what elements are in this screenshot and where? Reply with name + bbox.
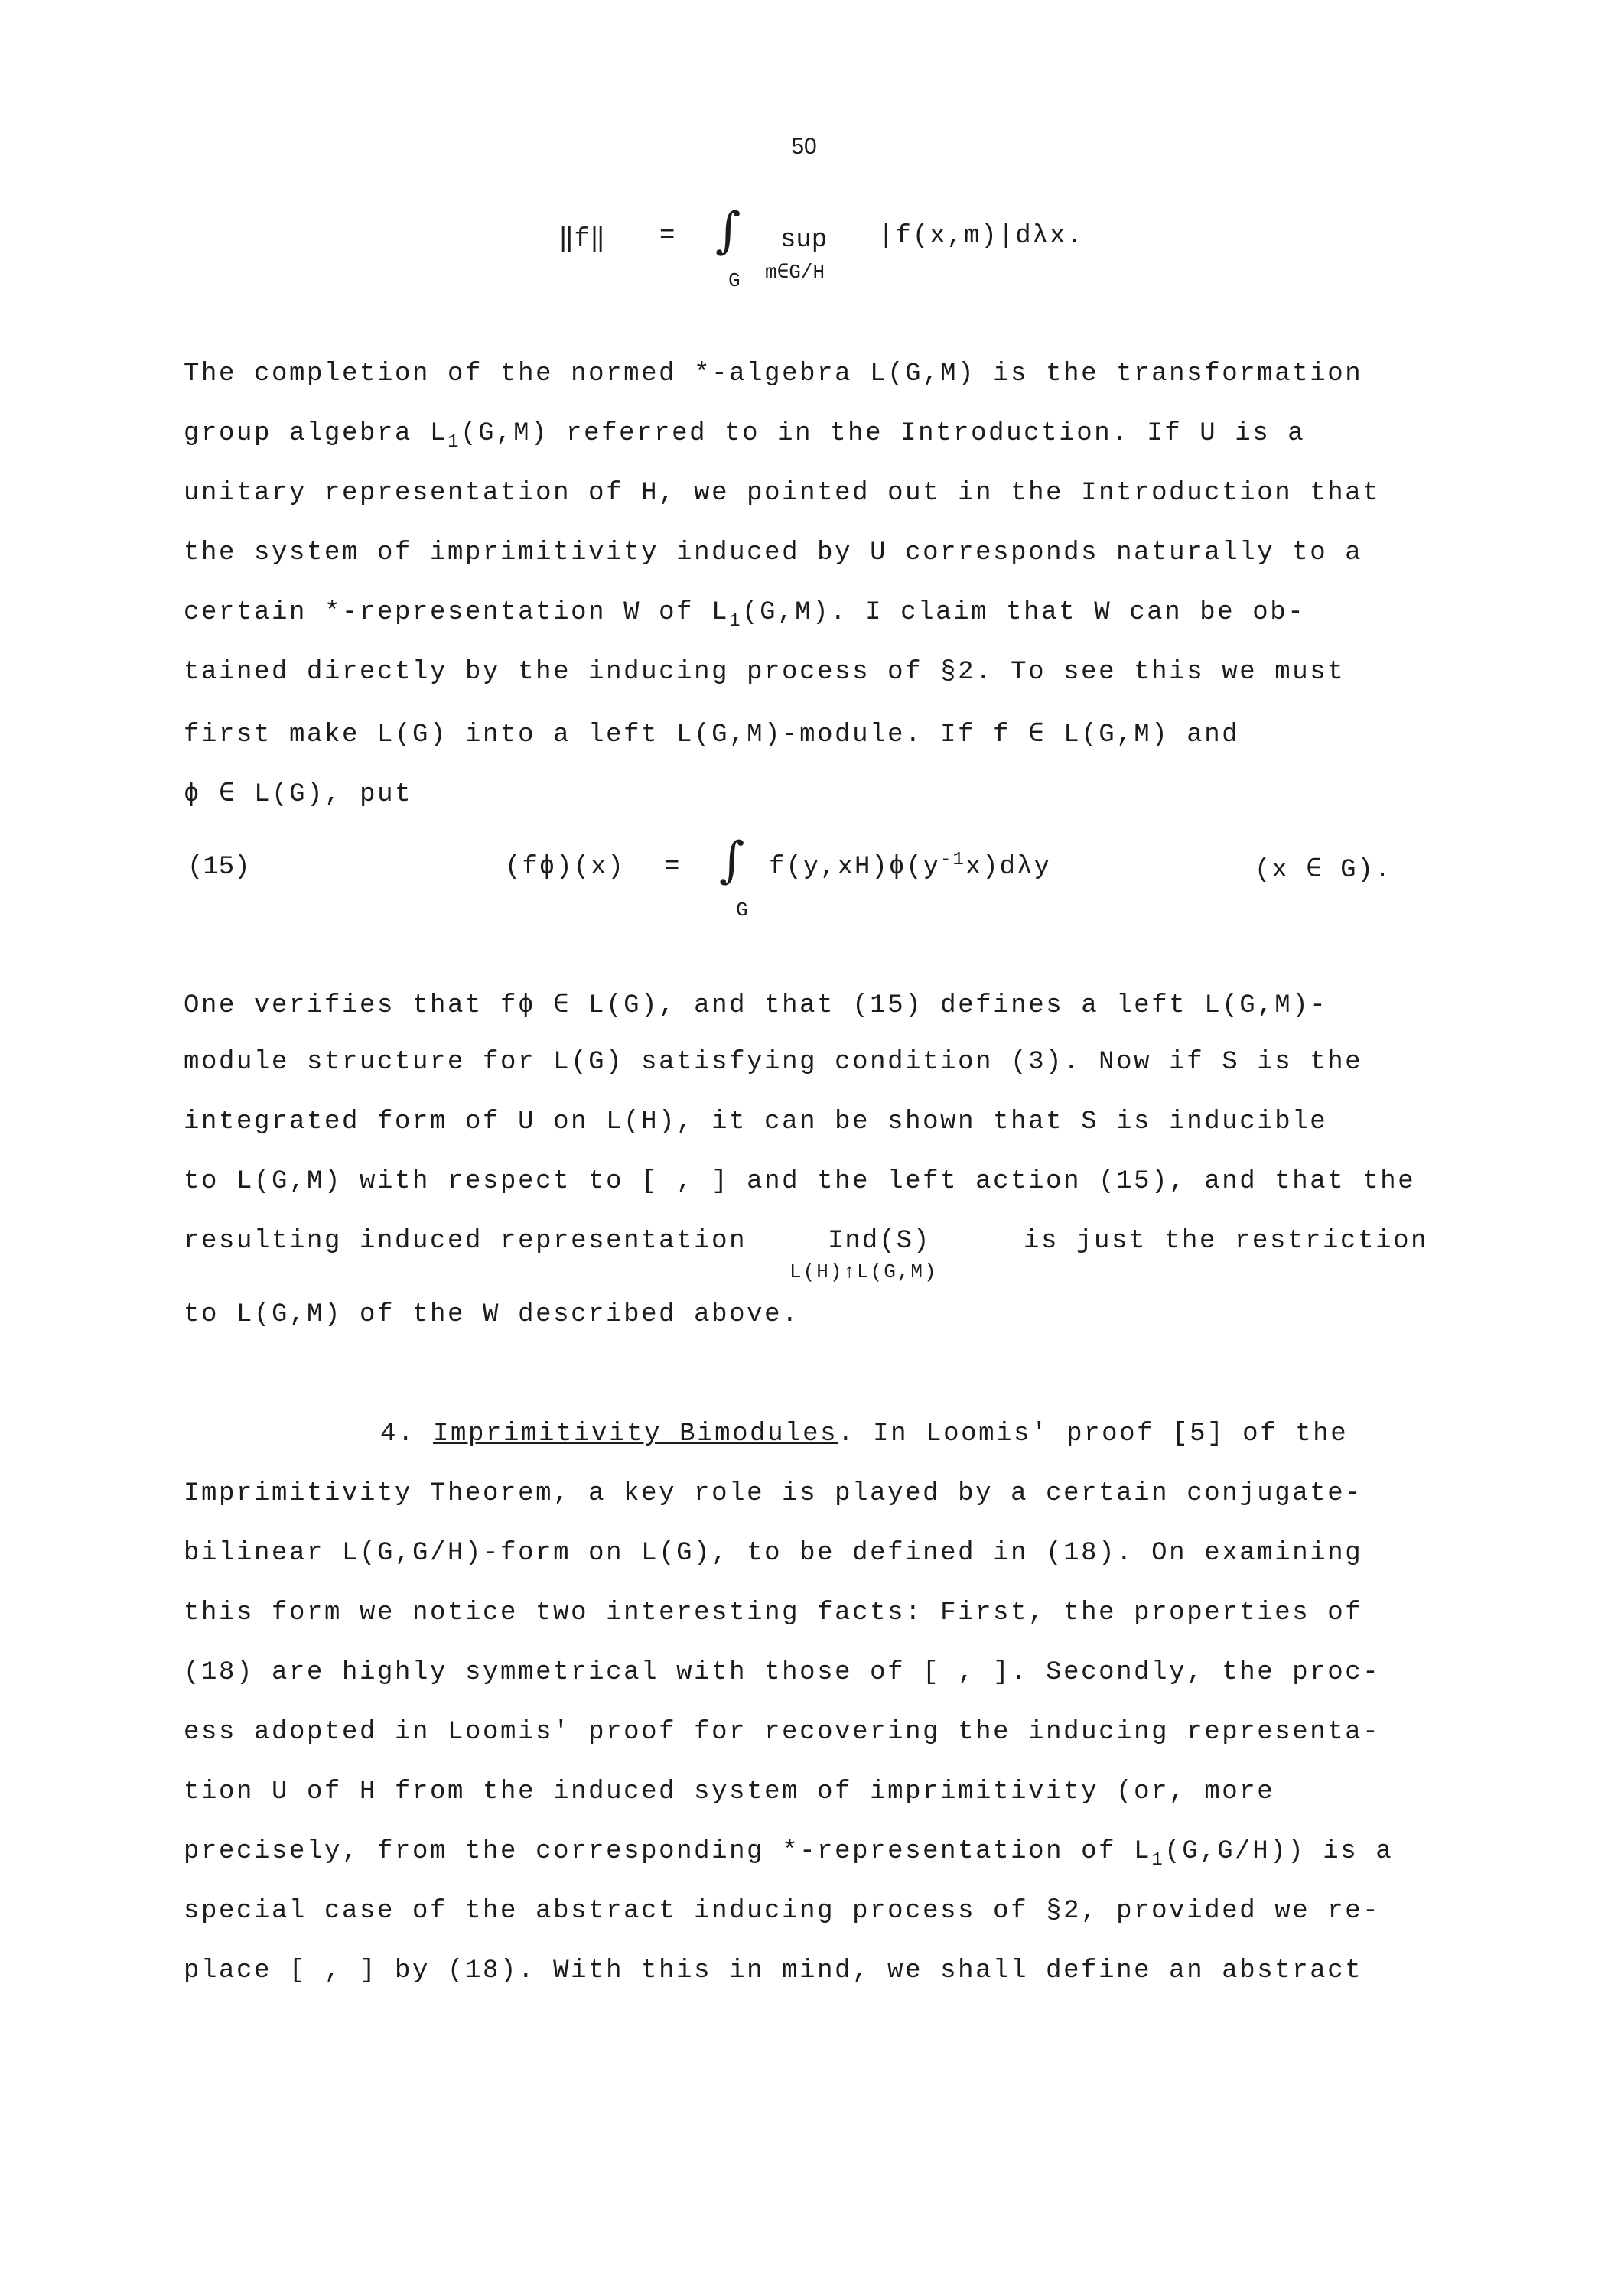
ind-operator-sub: L(H)↑L(G,M) — [789, 1260, 938, 1283]
text-line: to L(G,M) with respect to [ , ] and the left action (15), and that the — [184, 1167, 1416, 1196]
page-number: 50 — [791, 134, 817, 159]
norm-equals: = — [659, 222, 675, 251]
integral-sign: ∫ — [715, 203, 741, 259]
equation-label: (15) — [187, 853, 250, 882]
section-number: 4. — [380, 1420, 416, 1449]
text-line: (18) are highly symmetrical with those of [ , ]. Secondly, the proc- — [184, 1658, 1381, 1687]
text-line: tion U of H from the induced system of imprimitivity (or, more — [184, 1777, 1275, 1807]
text-line: precisely, from the corresponding *-representation of $L_1(G,G/H)$) is a — [184, 1837, 1394, 1871]
section-heading-line: 4. Imprimitivity Bimodules. In Loomis' proof [5] of the — [380, 1420, 1349, 1449]
section-title: Imprimitivity Bimodules — [433, 1420, 838, 1449]
text-line: Imprimitivity Theorem, a key role is played by a certain conjugate- — [184, 1479, 1363, 1508]
norm-sup-under: m∈G/H — [765, 261, 825, 284]
text-line: group algebra $L_1(G,M)$ referred to in the Introduction. If U is a — [184, 419, 1306, 453]
eq15-integrand: $f(y,xH)\phi(y^{-1}x)d\lambda y$ — [769, 850, 1051, 882]
text-line: integrated form of U on L(H), it can be shown that S is inducible — [184, 1107, 1328, 1137]
text-line: unitary representation of H, we pointed out in the Introduction that — [184, 479, 1381, 508]
text-line: module structure for L(G) satisfying condition (3). Now if S is the — [184, 1048, 1363, 1077]
eq15-lhs: (fϕ)(x) — [505, 853, 625, 882]
text-line: One verifies that fϕ ∈ L(G), and that (15) defines a left L(G,M)- — [184, 991, 1328, 1020]
text-line: tained directly by the inducing process of §2. To see this we must — [184, 658, 1346, 687]
norm-integrand: |f(x,m)|dλx. — [878, 222, 1084, 251]
text-line: certain *-representation W of $L_1(G,M)$. I claim that W can be ob- — [184, 598, 1306, 632]
text-line: the system of imprimitivity induced by U corresponds naturally to a — [184, 538, 1363, 567]
ind-operator: Ind(S) — [828, 1227, 931, 1256]
text-line: resulting induced representation — [184, 1227, 747, 1256]
text-line: special case of the abstract inducing process of §2, provided we re- — [184, 1897, 1381, 1926]
norm-sup: sup — [780, 226, 828, 255]
norm-int-sub: G — [728, 269, 741, 292]
eq15-int-sub: G — [736, 899, 748, 922]
text-line: The completion of the normed *-algebra L(G,M) is the transformation — [184, 359, 1363, 389]
text-line: ess adopted in Loomis' proof for recovering the inducing representa- — [184, 1718, 1381, 1747]
text-line: bilinear L(G,G/H)-form on L(G), to be defined in (18). On examining — [184, 1539, 1363, 1568]
text-line: to L(G,M) of the W described above. — [184, 1300, 800, 1329]
text-line-end: is just the restriction — [1024, 1227, 1429, 1256]
eq15-equals: = — [664, 853, 680, 882]
text-line: first make L(G) into a left L(G,M)-module. If f ∈ L(G,M) and — [184, 720, 1240, 750]
norm-lhs: ‖f‖ — [558, 225, 606, 254]
text-line: ϕ ∈ L(G), put — [184, 780, 413, 809]
text-line: place [ , ] by (18). With this in mind, we shall define an abstract — [184, 1956, 1363, 1985]
text-line: this form we notice two interesting facts: First, the properties of — [184, 1598, 1363, 1628]
integral-sign: ∫ — [719, 832, 745, 889]
eq15-condition: (x ∈ G). — [1255, 856, 1392, 885]
